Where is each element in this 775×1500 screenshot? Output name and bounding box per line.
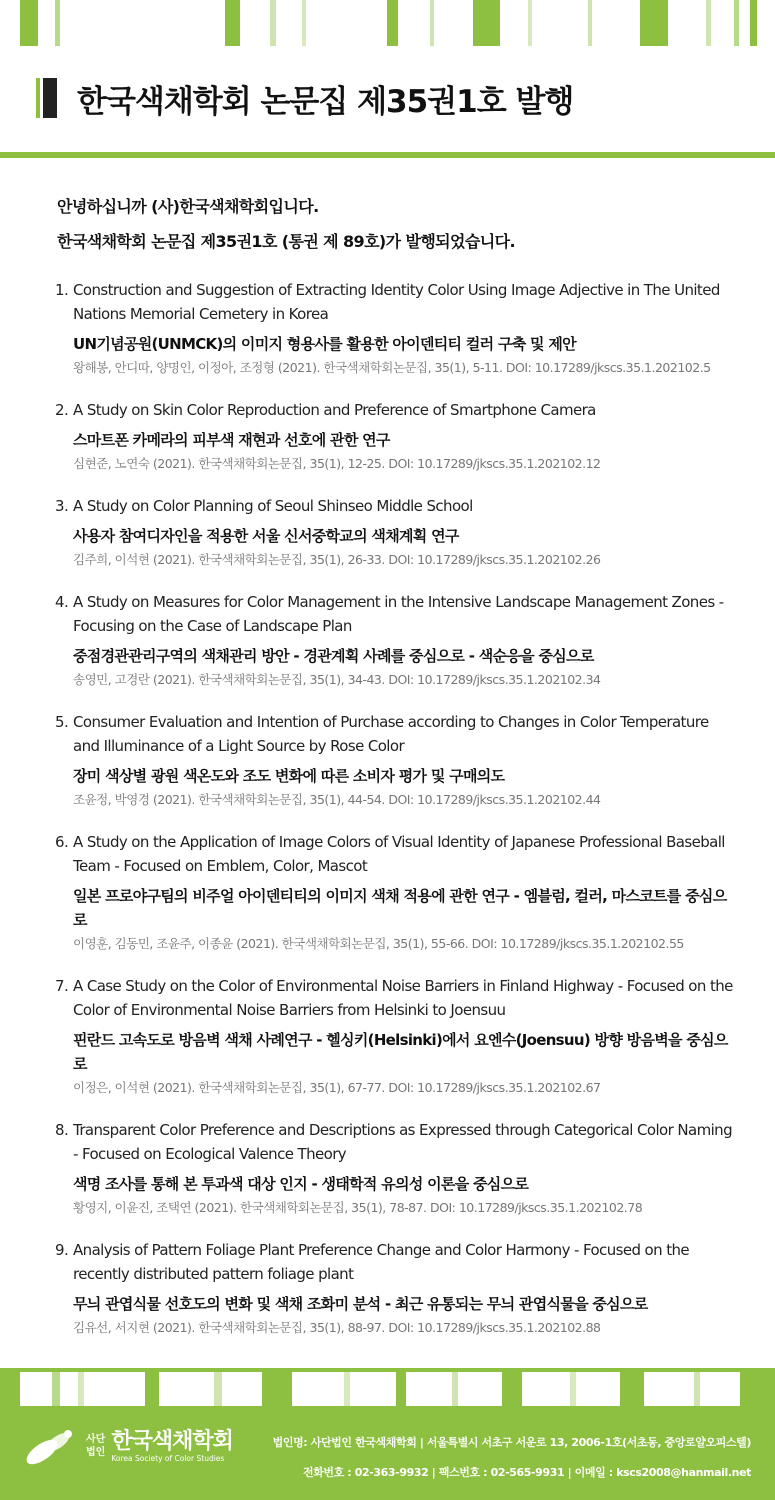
paper-citation: 이정은, 이석현 (2021). 한국색채학회논문집, 35(1), 67-77. DOI: 10.17289/jkscs.35.1.202102.67 [73, 1080, 601, 1095]
paper-title-ko: 사용자 참여디자인을 적용한 서울 신서중학교의 색채계획 연구 [73, 527, 459, 545]
paper-title-ko: 중점경관관리구역의 색채관리 방안 - 경관계획 사례를 중심으로 - 색순응을 중심으로 [73, 647, 594, 665]
paper-title-en: Construction and Suggestion of Extracting Identity Color Using Image Adjective in The United Nations Memorial Cemetery in Korea [73, 281, 720, 323]
society-logo-icon [20, 1426, 78, 1466]
logo-english-name: Korea Society of Color Studies [111, 1453, 225, 1463]
top-decorative-stripes [0, 0, 775, 46]
footer-body [0, 1406, 775, 1500]
paper-number: 2. [55, 401, 69, 419]
paper-item [55, 494, 735, 569]
paper-title-ko: 색명 조사를 통해 본 투과색 대상 인지 - 생태학적 유의성 이론을 중심으로 [73, 1175, 529, 1193]
intro-announcement: 한국색채학회 논문집 제35권1호 (통권 제 89호)가 발행되었습니다. [57, 232, 515, 251]
paper-item [55, 590, 735, 689]
paper-citation: 송영민, 고경란 (2021). 한국색채학회논문집, 35(1), 34-43. DOI: 10.17289/jkscs.35.1.202102.34 [73, 672, 601, 687]
intro [57, 194, 747, 264]
paper-title-ko: 일본 프로야구팀의 비주얼 아이덴티티의 이미지 색채 적용에 관한 연구 - 엠블럼, 컬러, 마스코트를 중심으로 [73, 887, 727, 929]
page-title: 한국색채학회 논문집 제35권1호 발행 [77, 83, 574, 120]
title-accent-bar [36, 78, 40, 118]
contact-address: 법인명: 사단법인 한국색채학회 | 서울특별시 서초구 서운로 13, 2006-1호(서초동, 중앙로얄오피스텔) [272, 1436, 751, 1449]
paper-item [55, 830, 735, 953]
paper-title-en: A Case Study on the Color of Environmental Noise Barriers in Finland Highway - Focused on the Color of Environmental Noise Barriers from Helsinki to Joensuu [73, 977, 733, 1019]
logo-name: 한국색채학회 [111, 1428, 233, 1454]
paper-citation: 황영지, 이윤진, 조택연 (2021). 한국색채학회논문집, 35(1), 78-87. DOI: 10.17289/jkscs.35.1.202102.78 [73, 1200, 643, 1215]
logo-prefix-bottom: 법인 [86, 1447, 106, 1458]
title-divider [0, 152, 775, 158]
contact-info [273, 1428, 751, 1488]
logo-prefix-top: 사단 [86, 1434, 106, 1445]
paper-title-ko: 스마트폰 카메라의 피부색 재현과 선호에 관한 연구 [73, 431, 390, 449]
paper-citation: 김주희, 이석현 (2021). 한국색채학회논문집, 35(1), 26-33. DOI: 10.17289/jkscs.35.1.202102.26 [73, 552, 601, 567]
title-block [36, 75, 573, 121]
paper-citation: 왕해봉, 안디따, 양명인, 이정아, 조정형 (2021). 한국색채학회논문집, 35(1), 5-11. DOI: 10.17289/jkscs.35.1.202102.5 [73, 360, 711, 375]
paper-number: 9. [55, 1241, 69, 1259]
paper-title-en: A Study on the Application of Image Colors of Visual Identity of Japanese Professional Baseball Team - Focused on Emblem, Color, Mascot [73, 833, 725, 875]
paper-number: 4. [55, 593, 69, 611]
paper-number: 6. [55, 833, 69, 851]
paper-item [55, 398, 735, 473]
paper-title-en: A Study on Color Planning of Seoul Shinseo Middle School [73, 497, 473, 515]
paper-title-en: Consumer Evaluation and Intention of Purchase according to Changes in Color Temperature and Illuminance of a Light Source by Rose Color [73, 713, 709, 755]
paper-number: 3. [55, 497, 69, 515]
paper-number: 1. [55, 281, 69, 299]
paper-title-en: Analysis of Pattern Foliage Plant Preference Change and Color Harmony - Focused on the recently distributed pattern foliage plant [73, 1241, 690, 1283]
paper-number: 8. [55, 1121, 69, 1139]
paper-title-en: A Study on Skin Color Reproduction and Preference of Smartphone Camera [73, 401, 596, 419]
paper-title-ko: UN기념공원(UNMCK)의 이미지 형용사를 활용한 아이덴티티 컬러 구축 및 제안 [73, 335, 576, 353]
paper-number: 5. [55, 713, 69, 731]
paper-title-ko: 무늬 관엽식물 선호도의 변화 및 색채 조화미 분석 - 최근 유통되는 무늬 관엽식물을 중심으로 [73, 1295, 648, 1313]
society-logo [20, 1426, 233, 1466]
paper-item [55, 278, 735, 377]
paper-item [55, 710, 735, 809]
paper-item [55, 1118, 735, 1217]
paper-item [55, 1238, 735, 1337]
paper-title-en: Transparent Color Preference and Descriptions as Expressed through Categorical Color Naming - Focused on Ecological Valence Theory [73, 1121, 732, 1163]
paper-number: 7. [55, 977, 69, 995]
paper-citation: 조윤정, 박영경 (2021). 한국색채학회논문집, 35(1), 44-54. DOI: 10.17289/jkscs.35.1.202102.44 [73, 792, 601, 807]
paper-title-ko: 장미 색상별 광원 색온도와 조도 변화에 따른 소비자 평가 및 구매의도 [73, 767, 505, 785]
intro-greeting: 안녕하십니까 (사)한국색채학회입니다. [57, 197, 319, 216]
paper-citation: 김유선, 서지현 (2021). 한국색채학회논문집, 35(1), 88-97. DOI: 10.17289/jkscs.35.1.202102.88 [73, 1320, 601, 1335]
title-dark-bar [43, 78, 57, 118]
footer [0, 1368, 775, 1500]
paper-title-ko: 핀란드 고속도로 방음벽 색채 사례연구 - 헬싱키(Helsinki)에서 요엔수(Joensuu) 방향 방음벽을 중심으로 [73, 1031, 728, 1073]
paper-citation: 심현준, 노연숙 (2021). 한국색채학회논문집, 35(1), 12-25. DOI: 10.17289/jkscs.35.1.202102.12 [73, 456, 601, 471]
paper-citation: 이영훈, 김동민, 조윤주, 이종윤 (2021). 한국색채학회논문집, 35(1), 55-66. DOI: 10.17289/jkscs.35.1.202102.55 [73, 936, 684, 951]
footer-decorative-stripes [0, 1372, 775, 1406]
contact-phone-email: 전화번호 : 02-363-9932 | 팩스번호 : 02-565-9931 | 이메일 : kscs2008@hanmail.net [302, 1466, 751, 1479]
paper-title-en: A Study on Measures for Color Management in the Intensive Landscape Management Zones - Focusing on the Case of Landscape Plan [73, 593, 724, 635]
paper-item [55, 974, 735, 1097]
